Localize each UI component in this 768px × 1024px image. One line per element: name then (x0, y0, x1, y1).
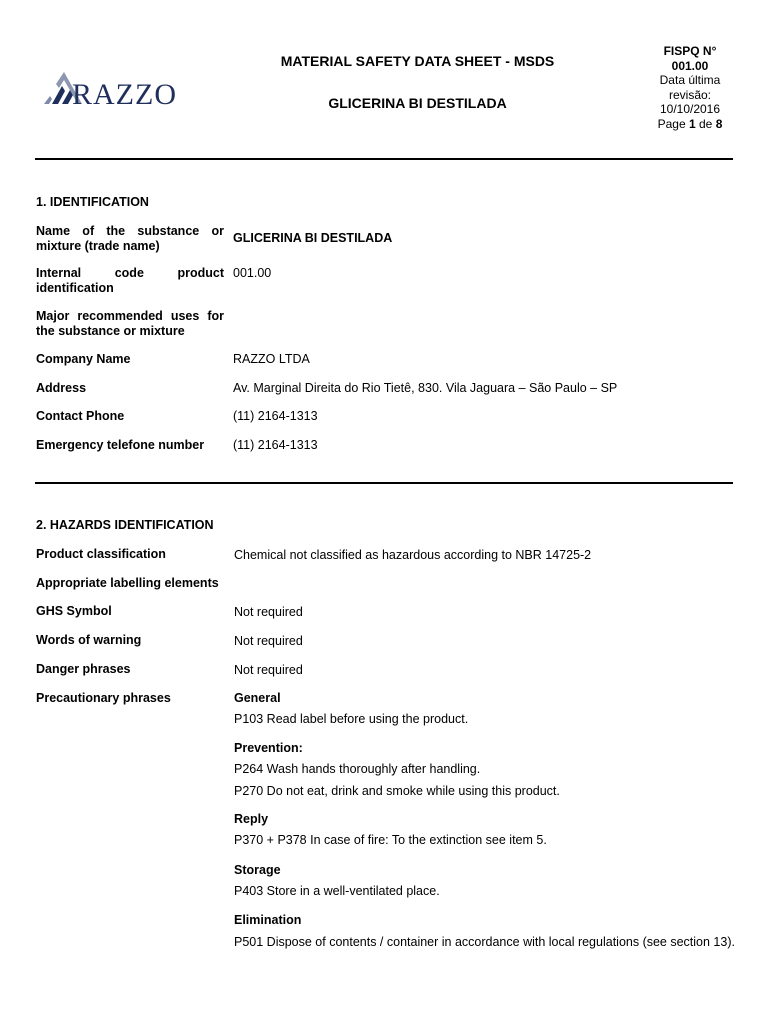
p403-text: P403 Store in a well-ventilated place. (234, 884, 440, 898)
document-meta (640, 44, 740, 131)
recommended-uses-label: Major recommended uses for the substance or mixture (36, 309, 224, 338)
classification-label: Product classification (36, 547, 166, 561)
emergency-phone-value: (11) 2164-1313 (233, 438, 318, 452)
contact-phone-value: (11) 2164-1313 (233, 409, 318, 423)
company-name-label: Company Name (36, 352, 131, 366)
document-title: MATERIAL SAFETY DATA SHEET - MSDS (280, 53, 555, 69)
revision-date: 10/10/2016 (659, 102, 721, 116)
internal-code-value: 001.00 (233, 266, 272, 280)
product-title: GLICERINA BI DESTILADA (328, 95, 507, 111)
prevention-heading: Prevention: (234, 741, 303, 755)
warning-words-label: Words of warning (36, 633, 142, 647)
labelling-elements-label: Appropriate labelling elements (36, 576, 219, 590)
precautionary-phrases-label: Precautionary phrases (36, 691, 171, 705)
section-hazards-heading: 2. HAZARDS IDENTIFICATION (36, 518, 214, 532)
p501-text: P501 Dispose of contents / container in accordance with local regulations (see section 13). (234, 935, 735, 949)
p270-text: P270 Do not eat, drink and smoke while using this product. (234, 784, 560, 798)
trade-name-label: Name of the substance or mixture (trade name) (36, 224, 224, 253)
p264-text: P264 Wash hands thoroughly after handling. (234, 762, 481, 776)
razzo-logo (42, 70, 184, 110)
section-divider (35, 482, 733, 484)
header-divider (35, 158, 733, 160)
fispq-label: FISPQ N° (663, 44, 717, 58)
section-identification-heading: 1. IDENTIFICATION (36, 195, 149, 209)
p370-text: P370 + P378 In case of fire: To the extinction see item 5. (234, 833, 547, 847)
fispq-number: 001.00 (671, 58, 709, 73)
address-value: Av. Marginal Direita do Rio Tietê, 830. Vila Jaguara – São Paulo – SP (233, 381, 618, 395)
danger-phrases-value: Not required (234, 663, 303, 677)
page-indicator (640, 117, 740, 132)
emergency-phone-label: Emergency telefone number (36, 438, 205, 452)
p103-text: P103 Read label before using the product. (234, 712, 469, 726)
page-total: 8 (715, 116, 723, 131)
classification-value: Chemical not classified as hazardous according to NBR 14725-2 (234, 548, 592, 562)
elimination-heading: Elimination (234, 913, 302, 927)
revision-label-1: Data última (659, 73, 721, 87)
contact-phone-label: Contact Phone (36, 409, 125, 423)
warning-words-value: Not required (234, 634, 303, 648)
ghs-symbol-value: Not required (234, 605, 303, 619)
storage-heading: Storage (234, 863, 281, 877)
address-label: Address (36, 381, 87, 395)
trade-name-value: GLICERINA BI DESTILADA (233, 231, 393, 245)
reply-heading: Reply (234, 812, 269, 826)
ghs-symbol-label: GHS Symbol (36, 604, 112, 618)
page-prefix: Page (657, 116, 686, 131)
revision-label-2: revisão: (668, 87, 712, 102)
logo-wordmark: RAZZO (72, 78, 177, 110)
danger-phrases-label: Danger phrases (36, 662, 131, 676)
page-current: 1 (688, 116, 696, 131)
company-name-value: RAZZO LTDA (233, 352, 310, 366)
internal-code-label: Internal code product identification (36, 266, 224, 295)
general-heading: General (234, 691, 281, 705)
page-sep: de (699, 116, 713, 131)
